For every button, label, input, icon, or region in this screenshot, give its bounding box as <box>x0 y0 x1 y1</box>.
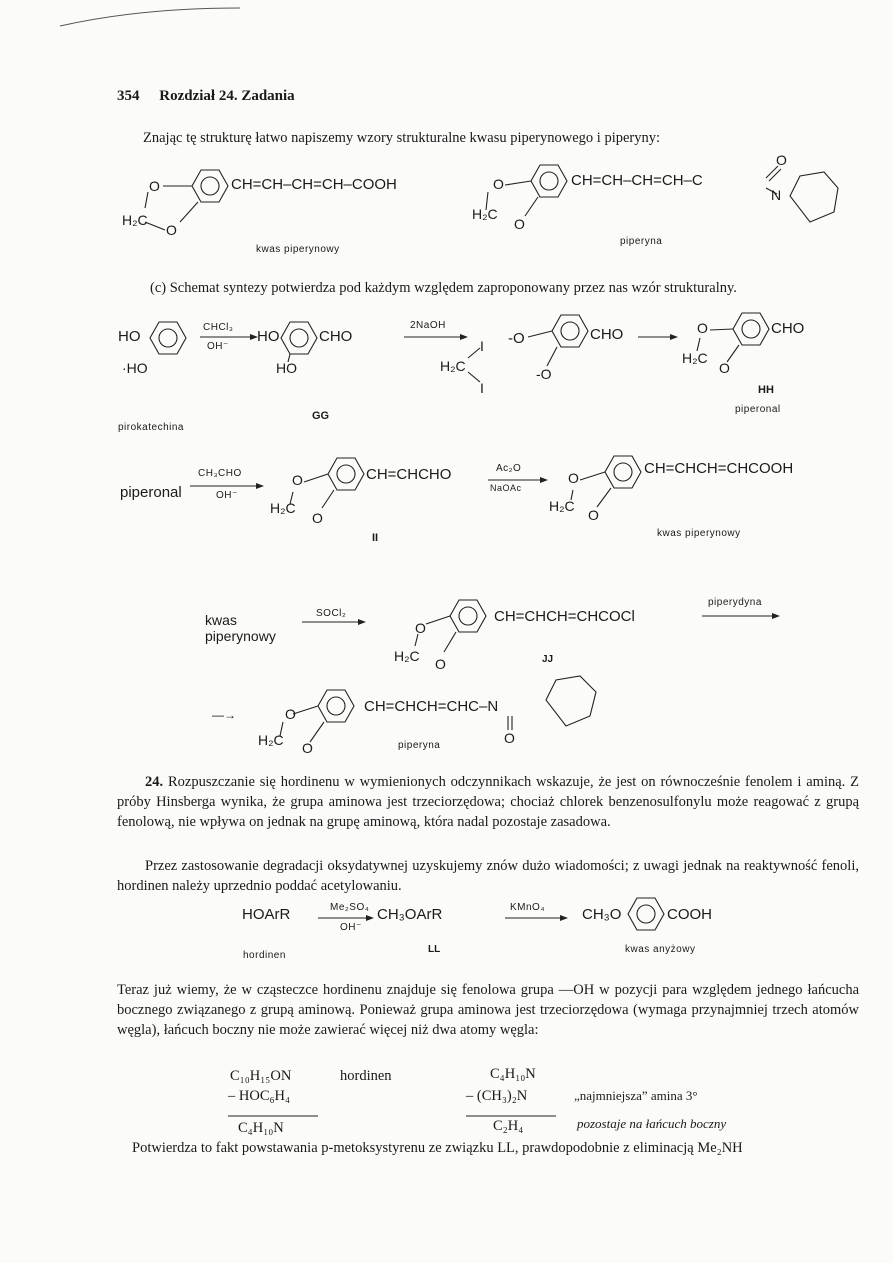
atom-h2c: H₂C <box>122 212 148 228</box>
calc-label: „najmniejsza” amina 3° <box>574 1088 698 1103</box>
calc-formula: C₄H₁₀N <box>490 1066 536 1082</box>
eq-end-right: COOH <box>667 906 712 923</box>
piperidine-ring <box>546 676 596 726</box>
label-piperonal: piperonal <box>735 404 781 415</box>
reagent-chcl3: CHCl₃ <box>203 322 234 333</box>
calc-label: pozostaje na łańcuch boczny <box>577 1116 727 1131</box>
atom-o: O <box>493 176 504 192</box>
iodide-i: I <box>480 380 484 396</box>
calc-formula: – (CH₃)₂N <box>466 1088 528 1104</box>
pyrocatechol-ho: ·HO <box>122 360 148 376</box>
eq-start: HOArR <box>242 906 291 923</box>
eq-reagent-me2so4: Me₂SO₄ <box>330 902 370 913</box>
part-c-text: (c) Schemat syntezy potwierdza pod każdym względem zaproponowany przez nas wzór strukturalny. <box>150 280 737 296</box>
reagent-oh: OH⁻ <box>216 490 238 501</box>
eq-label-anisic: kwas anyżowy <box>625 944 696 955</box>
atom-o: O <box>149 178 160 194</box>
atom-o: O <box>697 320 708 336</box>
reagent-oh: OH⁻ <box>207 341 229 352</box>
label-hh: HH <box>758 384 774 396</box>
atom-o: O <box>312 510 323 526</box>
problem-paragraph-4: Potwierdza to fakt powstawania p-metoksystyrenu ze związku LL, prawdopodobnie z eliminacją Me₂NH <box>132 1140 743 1156</box>
benzene-ring <box>281 322 317 354</box>
page-header <box>117 88 295 105</box>
label-gg: GG <box>312 410 330 422</box>
label-jj: JJ <box>542 654 554 665</box>
problem-number: 24. <box>145 774 164 790</box>
reagent-naoac: NaOAc <box>490 483 522 493</box>
atom-o: O <box>302 740 313 756</box>
reagent-socl2: SOCl₂ <box>316 608 347 619</box>
acid-chain: CH=CH–CH=CH–COOH <box>231 176 397 193</box>
anion-o: -O <box>536 366 552 382</box>
eq-reagent-oh: OH⁻ <box>340 922 362 933</box>
atom-o: O <box>514 216 525 232</box>
anion-cho: CHO <box>590 326 624 343</box>
label-product: kwas piperynowy <box>657 528 741 539</box>
benzene-ring <box>328 458 364 490</box>
benzene-ring <box>318 690 354 722</box>
benzene-ring <box>733 313 769 345</box>
label-pyrocatechol: pirokatechina <box>118 422 184 433</box>
piperidine-ring <box>790 172 838 222</box>
ii-chain: CH=CHCHO <box>366 466 452 483</box>
eq-mid: CH₃OArR <box>377 906 443 923</box>
label-piperine: piperyna <box>620 236 663 247</box>
calc-result: C₄H₁₀N <box>238 1120 284 1136</box>
arrow-start: —→ <box>212 708 236 722</box>
problem-paragraph-1 <box>117 772 859 832</box>
reagent-ac2o: Ac₂O <box>496 463 522 474</box>
iodide-i: I <box>480 338 484 354</box>
atom-o: O <box>292 472 303 488</box>
benzene-ring <box>450 600 486 632</box>
atom-n: N <box>771 187 782 203</box>
problem-text: Rozpuszczanie się hordinenu w wymienionych odczynnikach wskazuje, że jest on równocześnie fenolem i aminą. Z próby Hinsberga wynika, że grupa aminowa jest trzeciorzędowa; chociaż chlorek benzenosulfonylu może reagować z grupą fenolową, nie wpływa on jednak na grupę aminową, która nadal pozostaje zasadowa. <box>117 774 859 830</box>
atom-h2c: H₂C <box>549 498 575 514</box>
problem-paragraph-3 <box>117 980 859 1040</box>
calc-result: C₂H₄ <box>493 1118 524 1134</box>
reagent-naoh: 2NaOH <box>410 320 446 331</box>
reagent-piperidine: piperydyna <box>708 597 762 608</box>
benzene-ring <box>605 456 641 488</box>
atom-h2c: H₂C <box>258 732 284 748</box>
label-ii: II <box>372 532 379 544</box>
gg-ho2: HO <box>276 360 297 376</box>
page-number: 354 <box>117 88 140 104</box>
benzene-ring <box>192 170 228 202</box>
reagent-ch3cho: CH₃CHO <box>198 468 242 479</box>
benzene-ring <box>531 165 567 197</box>
label-final: piperyna <box>398 740 441 751</box>
hh-cho: CHO <box>771 320 805 337</box>
anion-o: -O <box>508 330 525 347</box>
atom-h2c: H₂C <box>682 350 708 366</box>
atom-o: O <box>435 656 446 672</box>
benzene-ring <box>552 315 588 347</box>
eq-end-left: CH₃O <box>582 906 622 923</box>
calc-formula: C₁₀H₁₅ON <box>230 1068 292 1084</box>
gg-cho: CHO <box>319 328 353 345</box>
jj-chain: CH=CHCH=CHCOCl <box>494 608 635 625</box>
piperine-chain: CH=CH–CH=CH–C <box>571 172 703 189</box>
iodide-h2c: H₂C <box>440 358 466 374</box>
atom-o: O <box>568 470 579 486</box>
final-chain: CH=CHCH=CHC–N <box>364 698 499 715</box>
gg-ho: HO <box>257 328 280 345</box>
atom-o: O <box>588 507 599 523</box>
atom-h2c: H₂C <box>394 648 420 664</box>
atom-o: O <box>776 152 787 168</box>
atom-o: O <box>719 360 730 376</box>
benzene-ring <box>628 898 664 930</box>
eq-label-ll: LL <box>428 944 441 955</box>
piperonal-start: piperonal <box>120 484 182 501</box>
problem-paragraph-2: Przez zastosowanie degradacji oksydatywnej uzyskujemy znów dużo wiadomości; z uwagi jednak na reaktywność fenoli, hordinen należy uprzednio poddać acetylowaniu. <box>117 858 859 894</box>
calc-label: hordinen <box>340 1068 392 1084</box>
intro-text: Znając tę strukturę łatwo napiszemy wzory strukturalne kwasu piperynowego i piperyny: <box>143 130 661 146</box>
chapter-title: Rozdział 24. Zadania <box>159 88 295 104</box>
eq-reagent-kmno4: KMnO₄ <box>510 902 545 913</box>
product-chain: CH=CHCH=CHCOOH <box>644 460 794 477</box>
atom-o: O <box>166 222 177 238</box>
acid-start: piperynowy <box>205 628 276 644</box>
atom-h2c: H₂C <box>270 500 296 516</box>
label-acid: kwas piperynowy <box>256 244 340 255</box>
acid-start: kwas <box>205 612 237 628</box>
calc-formula: – HOC₆H₄ <box>228 1088 291 1104</box>
final-o: O <box>504 730 515 746</box>
benzene-ring <box>150 322 186 354</box>
pyrocatechol-ho: HO <box>118 328 141 345</box>
problem-text: Teraz już wiemy, że w cząsteczce hordinenu znajduje się fenolowa grupa —OH w pozycji para względem jednego łańcucha bocznego związanego z grupą aminową. Ponieważ grupa aminowa jest trzeciorzędowa (wymaga przynajmniej trzech atomów węgla), łańcuch boczny nie może zawierać więcej niż dwa atomy węgla: <box>117 982 859 1038</box>
eq-label-hordinen: hordinen <box>243 950 286 961</box>
atom-h2c: H₂C <box>472 206 498 222</box>
atom-o: O <box>285 706 296 722</box>
atom-o: O <box>415 620 426 636</box>
